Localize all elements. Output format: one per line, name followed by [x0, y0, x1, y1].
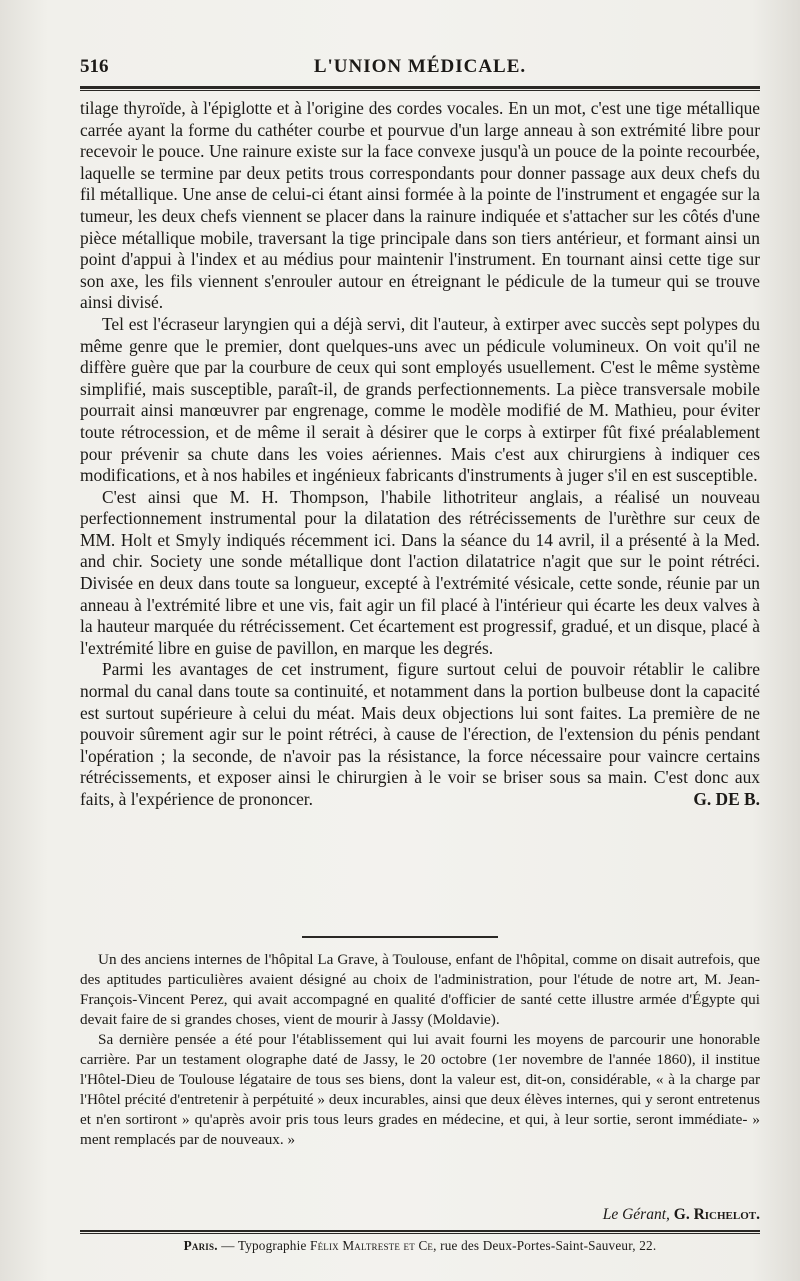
obituary-notice	[80, 950, 760, 1150]
page-header	[80, 52, 760, 82]
notice-paragraph: Un des anciens internes de l'hôpital La Grave, à Toulouse, enfant de l'hôpital, comme on disait autrefois, que des aptitudes particulières avaient désigné au choix de l'administration, pour l'étude de notre art, M. Jean-François-Vincent Perez, qui avait accompagné en qualité d'officier de santé cette illustre armée d'Égypte qui devait faire de si grandes choses, vient de mourir à Jassy (Moldavie).	[80, 951, 760, 1028]
article-signature: G. DE B.	[693, 789, 760, 809]
page-number: 516	[80, 56, 109, 77]
running-title: L'UNION MÉDICALE.	[313, 56, 527, 77]
footer-rule	[80, 1230, 760, 1234]
article-body	[80, 98, 760, 811]
gerant-name: G. Richelot.	[673, 1206, 760, 1223]
printer-imprint	[80, 1238, 760, 1254]
gerant-role: Le Gérant,	[602, 1206, 670, 1223]
gerant-line	[80, 1206, 760, 1224]
imprint-prefix: — Typographie	[221, 1238, 307, 1253]
article-paragraph: Tel est l'écraseur laryngien qui a déjà servi, dit l'auteur, à extirper avec succès sept polypes du même genre que le premier, dont quelques-uns avec un pédicule volumineux. On voit qu'il ne diffère guère que par la courbure de ceux qui sont employés usuellement. C'est le même système simplifié, mais susceptible, paraît-il, de grands perfectionnements. La pièce transversale mobile pourrait ainsi manœuvrer par engrenage, comme le modèle modifié de M. Mathieu, pour éviter toute rétrocession, et de même il serait à désirer que le corps à extirper fût fixé préalablement pour prévenir sa chute dans les voies aériennes. Mais c'est aux chirurgiens à indiquer ces modifications, et à nos habiles et ingénieux fabricants d'instruments à juger s'il en est susceptible.	[80, 313, 760, 486]
imprint-printer: Félix Maltreste et Ce,	[310, 1238, 437, 1253]
article-paragraph: tilage thyroïde, à l'épiglotte et à l'origine des cordes vocales. En un mot, c'est une tige métallique carrée ayant la forme du cathéter courbe et pourvue d'un large anneau à son extrémité libre pour recevoir le pouce. Une rainure existe sur la face convexe jusqu'à un pouce de la pointe recourbée, laquelle se termine par deux petits trous correspondants pour donner passage aux deux chefs du fil métallique. Une anse de celui-ci étant ainsi formée à la pointe de l'instrument et engagée sur la tumeur, les deux chefs viennent se placer dans la rainure indiquée et s'attacher sur les côtés d'une pièce métallique mobile, traversant la tige principale dans son tiers antérieur, et formant ainsi un point d'appui à l'index et au médius pour maintenir l'instrument. En tournant ainsi cette tige sur son axe, les fils viennent s'enrouler autour en étreignant le pédicule de la tumeur qui se trouve ainsi divisé.	[80, 98, 760, 313]
imprint-address: rue des Deux-Portes-Saint-Sauveur, 22.	[440, 1238, 657, 1253]
article-paragraph: C'est ainsi que M. H. Thompson, l'habile lithotriteur anglais, a réalisé un nouveau perfectionnement instrumental pour la dilatation des rétrécissements de l'urèthre sur ceux de MM. Holt et Smyly indiqués récemment ici. Dans la séance du 14 avril, il a présenté à la Med. and chir. Society une sonde métallique dont l'action dilatatrice n'agit que sur le point rétréci. Divisée en deux dans toute sa longueur, excepté à l'extrémité vésicale, cette sonde, réunie par un anneau à l'extrémité libre et une vis, fait agir un fil placé à l'intérieur qui écarte les deux valves à la hauteur marquée du rétrécissement. Cet écartement est progressif, gradué, et un disque, placé à l'extrémité libre en guise de pavillon, en marque les degrés.	[80, 486, 760, 658]
section-divider	[302, 936, 498, 938]
notice-paragraph: Sa dernière pensée a été pour l'établissement qui lui avait fourni les moyens de parcourir une honorable carrière. Par un testament olographe daté de Jassy, le 20 octobre (1er novembre de l'année 1860), il institue l'Hôtel-Dieu de Toulouse légataire de tous ses biens, dont la valeur est, dit-on, considérable, « à la charge par l'Hôtel précité d'entretenir à perpétuité » deux incurables, ainsi que deux élèves internes, qui y seront entretenus et n'en sortiront » qu'après avoir pris tous leurs grades en médecine, et qui, à leur sortie, seront immédiate- » ment remplacés par de nouveaux. »	[80, 1031, 760, 1148]
header-rule	[80, 86, 760, 91]
article-paragraph: Parmi les avantages de cet instrument, figure surtout celui de pouvoir rétablir le calibre normal du canal dans toute sa continuité, et notamment dans la portion bulbeuse dont la capacité est surtout supérieure à celui du méat. Mais deux objections lui sont faites. La première de ne pouvoir sûrement agir sur le point rétréci, à cause de l'érection, de l'extension du pénis pendant l'opération ; la seconde, de n'avoir pas la résistance, la force nécessaire pour vaincre certains rétrécissements, et exposer ainsi le chirurgien à le voir se briser sous sa main. C'est donc aux faits, à l'expérience de prononcer.	[80, 659, 760, 809]
imprint-city: Paris.	[183, 1238, 218, 1253]
